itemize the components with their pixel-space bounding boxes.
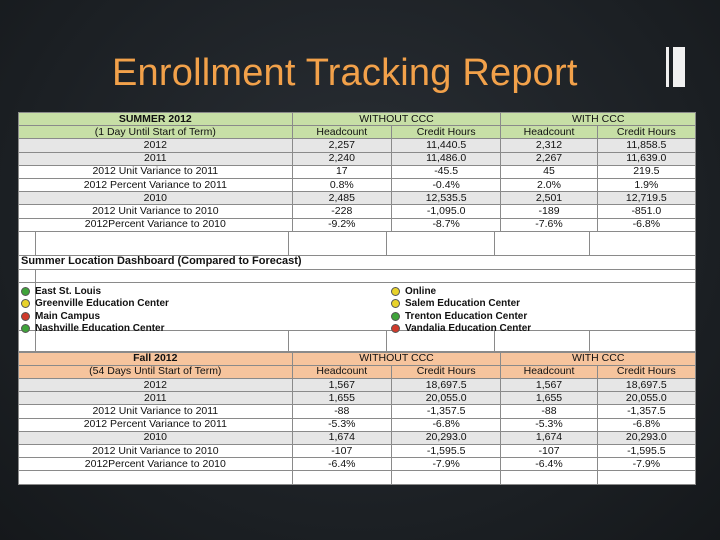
cell: -6.4% [292, 458, 391, 471]
location-item [21, 298, 169, 309]
cell: 11,858.5 [597, 139, 695, 152]
location-label: East St. Louis [35, 285, 102, 297]
location-label: Nashville Education Center [35, 323, 165, 335]
status-yellow-icon [391, 299, 400, 308]
column-header: Credit Hours [391, 126, 500, 139]
cell: -107 [292, 445, 391, 458]
summer-with-ccc-header: WITH CCC [501, 113, 696, 126]
cell: -1,357.5 [597, 405, 695, 418]
table-row [19, 445, 696, 458]
cell: -1,595.5 [391, 445, 500, 458]
location-item [391, 298, 520, 309]
empty-cell [391, 471, 500, 484]
cell: 1,655 [292, 392, 391, 405]
row-label: 2011 [19, 392, 293, 405]
cell: 12,719.5 [597, 192, 695, 205]
row-label: 2012 Unit Variance to 2011 [19, 165, 293, 178]
decorative-bar-thick [673, 47, 685, 87]
status-red-icon [21, 312, 30, 321]
table-row [19, 431, 696, 444]
column-header: Headcount [292, 126, 391, 139]
cell: -0.4% [391, 178, 500, 191]
table-row [19, 418, 696, 431]
row-label: 2011 [19, 152, 293, 165]
cell: 1,567 [501, 379, 597, 392]
location-label: Greenville Education Center [35, 298, 169, 310]
status-green-icon [391, 312, 400, 321]
cell: -5.3% [501, 418, 597, 431]
table-row [19, 392, 696, 405]
decorative-bar-thin [666, 47, 669, 87]
location-dashboard [18, 232, 696, 352]
cell: -6.8% [597, 218, 695, 231]
summer-without-ccc-header: WITHOUT CCC [292, 113, 501, 126]
cell: 11,486.0 [391, 152, 500, 165]
column-header: Headcount [292, 365, 391, 378]
empty-cell [292, 471, 391, 484]
location-label: Main Campus [35, 310, 101, 322]
location-item [391, 311, 527, 322]
cell: 1.9% [597, 178, 695, 191]
status-yellow-icon [21, 299, 30, 308]
fall-subtitle: (54 Days Until Start of Term) [19, 365, 293, 378]
row-label: 2012 Unit Variance to 2010 [19, 205, 293, 218]
empty-cell [501, 471, 597, 484]
cell: -1,595.5 [597, 445, 695, 458]
status-green-icon [21, 324, 30, 333]
cell: 2.0% [501, 178, 597, 191]
status-red-icon [391, 324, 400, 333]
location-label: Salem Education Center [405, 298, 521, 310]
location-label: Trenton Education Center [405, 310, 528, 322]
location-label: Vandalia Education Center [405, 323, 532, 335]
row-label: 2012 Percent Variance to 2011 [19, 178, 293, 191]
cell: 20,055.0 [597, 392, 695, 405]
cell: 20,055.0 [391, 392, 500, 405]
cell: 2,240 [292, 152, 391, 165]
cell: 17 [292, 165, 391, 178]
row-label: 2012 Unit Variance to 2011 [19, 405, 293, 418]
cell: -7.9% [391, 458, 500, 471]
cell: 2,485 [292, 192, 391, 205]
column-header: Credit Hours [597, 365, 695, 378]
cell: -6.4% [501, 458, 597, 471]
cell: 2,312 [501, 139, 597, 152]
row-label: 2012Percent Variance to 2010 [19, 218, 293, 231]
column-header: Headcount [501, 365, 597, 378]
table-row [19, 165, 696, 178]
cell: -5.3% [292, 418, 391, 431]
cell: 2,267 [501, 152, 597, 165]
table-row [19, 152, 696, 165]
table-row [19, 192, 696, 205]
cell: 11,440.5 [391, 139, 500, 152]
cell: -1,357.5 [391, 405, 500, 418]
column-header: Credit Hours [597, 126, 695, 139]
cell: -8.7% [391, 218, 500, 231]
cell: 12,535.5 [391, 192, 500, 205]
cell: 45 [501, 165, 597, 178]
cell: -851.0 [597, 205, 695, 218]
cell: -1,095.0 [391, 205, 500, 218]
cell: 0.8% [292, 178, 391, 191]
row-label: 2010 [19, 192, 293, 205]
cell: -6.8% [391, 418, 500, 431]
cell: -88 [501, 405, 597, 418]
table-row [19, 205, 696, 218]
location-item [21, 286, 101, 297]
table-row [19, 139, 696, 152]
table-row [19, 458, 696, 471]
cell: -7.6% [501, 218, 597, 231]
cell: -228 [292, 205, 391, 218]
cell: 1,655 [501, 392, 597, 405]
cell: 20,293.0 [391, 431, 500, 444]
cell: -9.2% [292, 218, 391, 231]
location-item [391, 323, 531, 334]
cell: 20,293.0 [597, 431, 695, 444]
cell: 11,639.0 [597, 152, 695, 165]
row-label: 2012 [19, 379, 293, 392]
row-label: 2012 Percent Variance to 2011 [19, 418, 293, 431]
cell: 1,674 [292, 431, 391, 444]
row-label: 2012 Unit Variance to 2010 [19, 445, 293, 458]
cell: 18,697.5 [597, 379, 695, 392]
cell: -189 [501, 205, 597, 218]
cell: -88 [292, 405, 391, 418]
column-header: Credit Hours [391, 365, 500, 378]
empty-cell [19, 471, 293, 484]
fall-with-ccc-header: WITH CCC [501, 352, 696, 365]
cell: -6.8% [597, 418, 695, 431]
row-label: 2012Percent Variance to 2010 [19, 458, 293, 471]
status-green-icon [21, 287, 30, 296]
cell: 18,697.5 [391, 379, 500, 392]
cell: 1,567 [292, 379, 391, 392]
table-row [19, 218, 696, 231]
cell: 1,674 [501, 431, 597, 444]
location-item [391, 286, 436, 297]
cell: 219.5 [597, 165, 695, 178]
fall-without-ccc-header: WITHOUT CCC [292, 352, 501, 365]
empty-cell [597, 471, 695, 484]
summer-subtitle: (1 Day Until Start of Term) [19, 126, 293, 139]
enrollment-spreadsheet [18, 112, 696, 478]
table-row [19, 178, 696, 191]
location-label: Online [405, 285, 437, 297]
summer-table [18, 112, 696, 232]
location-item [21, 323, 164, 334]
fall-term-label: Fall 2012 [19, 352, 293, 365]
row-label: 2010 [19, 431, 293, 444]
cell: -7.9% [597, 458, 695, 471]
dashboard-title: Summer Location Dashboard (Compared to Forecast) [21, 254, 302, 267]
row-label: 2012 [19, 139, 293, 152]
cell: -45.5 [391, 165, 500, 178]
cell: 2,257 [292, 139, 391, 152]
summer-term-label: SUMMER 2012 [19, 113, 293, 126]
cell: -107 [501, 445, 597, 458]
status-yellow-icon [391, 287, 400, 296]
slide-title: Enrollment Tracking Report [112, 52, 578, 94]
table-row [19, 379, 696, 392]
column-header: Headcount [501, 126, 597, 139]
fall-table [18, 352, 696, 485]
location-item [21, 311, 100, 322]
cell: 2,501 [501, 192, 597, 205]
table-row [19, 405, 696, 418]
